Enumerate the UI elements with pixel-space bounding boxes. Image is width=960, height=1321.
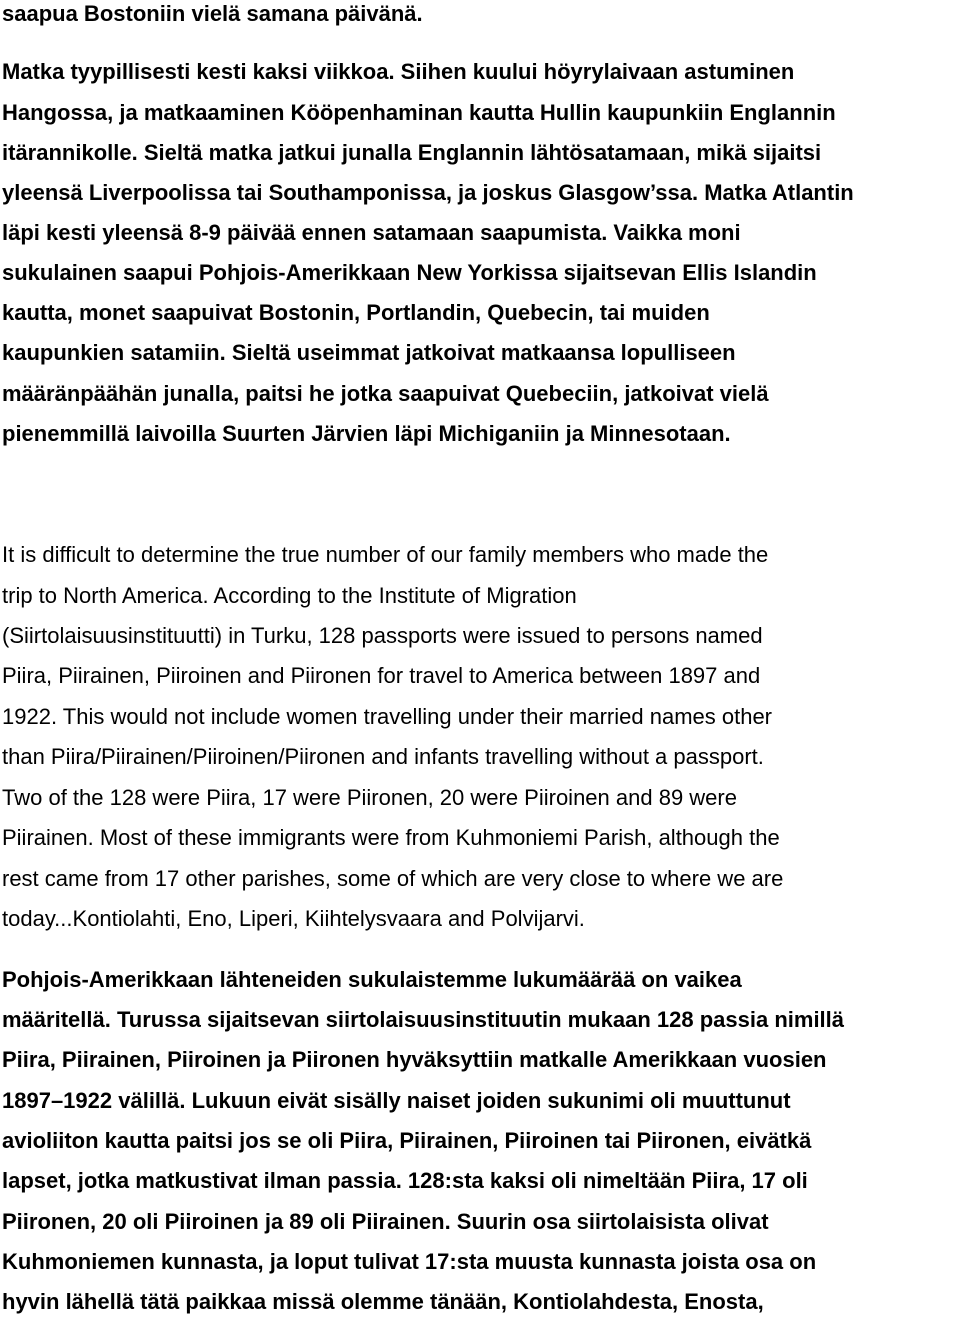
text-line: läpi kesti yleensä 8-9 päivää ennen satamaan saapumista. Vaikka moni <box>2 220 741 245</box>
text-line: than Piira/Piirainen/Piiroinen/Piironen and infants travelling without a passport. <box>2 744 764 769</box>
text-line: trip to North America. According to the Institute of Migration <box>2 583 577 608</box>
text-line: yleensä Liverpoolissa tai Southamponissa, ja joskus Glasgow’ssa. Matka Atlantin <box>2 180 854 205</box>
text-line: kaupunkien satamiin. Sieltä useimmat jatkoivat matkaansa lopulliseen <box>2 340 736 365</box>
text-line: Matka tyypillisesti kesti kaksi viikkoa. Siihen kuului höyrylaivaan astuminen <box>2 59 795 84</box>
text-line: avioliiton kautta paitsi jos se oli Piira, Piirainen, Piiroinen tai Piironen, eivätkä <box>2 1128 812 1153</box>
text-line: lapset, jotka matkustivat ilman passia. 128:sta kaksi oli nimeltään Piira, 17 oli <box>2 1168 808 1193</box>
text-line: Hangossa, ja matkaaminen Kööpenhaminan kautta Hullin kaupunkiin Englannin <box>2 100 836 125</box>
text-line: saapua Bostoniin vielä samana päivänä. <box>2 1 423 26</box>
text-line: määränpäähän junalla, paitsi he jotka saapuivat Quebeciin, jatkoivat vielä <box>2 381 769 406</box>
text-line: Piironen, 20 oli Piiroinen ja 89 oli Piirainen. Suurin osa siirtolaisista olivat <box>2 1209 769 1234</box>
text-line: Piira, Piirainen, Piiroinen ja Piironen hyväksyttiin matkalle Amerikkaan vuosien <box>2 1047 827 1072</box>
text-line: Piira, Piirainen, Piiroinen and Piironen for travel to America between 1897 and <box>2 663 761 688</box>
text-line: Piirainen. Most of these immigrants were from Kuhmoniemi Parish, although the <box>2 825 780 850</box>
text-line: Two of the 128 were Piira, 17 were Piironen, 20 were Piiroinen and 89 were <box>2 785 737 810</box>
text-line: kautta, monet saapuivat Bostonin, Portlandin, Quebecin, tai muiden <box>2 300 710 325</box>
text-line: määritellä. Turussa sijaitsevan siirtolaisuusinstituutin mukaan 128 passia nimillä <box>2 1007 845 1032</box>
text-line: itärannikolle. Sieltä matka jatkui junalla Englannin lähtösatamaan, mikä sijaitsi <box>2 140 822 165</box>
text-line: 1922. This would not include women travelling under their married names other <box>2 704 773 729</box>
text-line: hyvin lähellä tätä paikkaa missä olemme tänään, Kontiolahdesta, Enosta, <box>2 1289 764 1314</box>
text-line: It is difficult to determine the true number of our family members who made the <box>2 542 769 567</box>
text-line: pienemmillä laivoilla Suurten Järvien läpi Michiganiin ja Minnesotaan. <box>2 421 731 446</box>
text-line: 1897–1922 välillä. Lukuun eivät sisälly naiset joiden sukunimi oli muuttunut <box>2 1088 791 1113</box>
text-line: rest came from 17 other parishes, some of which are very close to where we are <box>2 866 784 891</box>
text-line: Kuhmoniemen kunnasta, ja loput tulivat 17:sta muusta kunnasta joista osa on <box>2 1249 817 1274</box>
text-line: today...Kontiolahti, Eno, Liperi, Kiihtelysvaara and Polvijarvi. <box>2 906 585 931</box>
text-line: (Siirtolaisuusinstituutti) in Turku, 128 passports were issued to persons named <box>2 623 763 648</box>
text-line: Pohjois-Amerikkaan lähteneiden sukulaistemme lukumäärää on vaikea <box>2 967 742 992</box>
text-line: sukulainen saapui Pohjois-Amerikkaan New Yorkissa sijaitsevan Ellis Islandin <box>2 260 817 285</box>
